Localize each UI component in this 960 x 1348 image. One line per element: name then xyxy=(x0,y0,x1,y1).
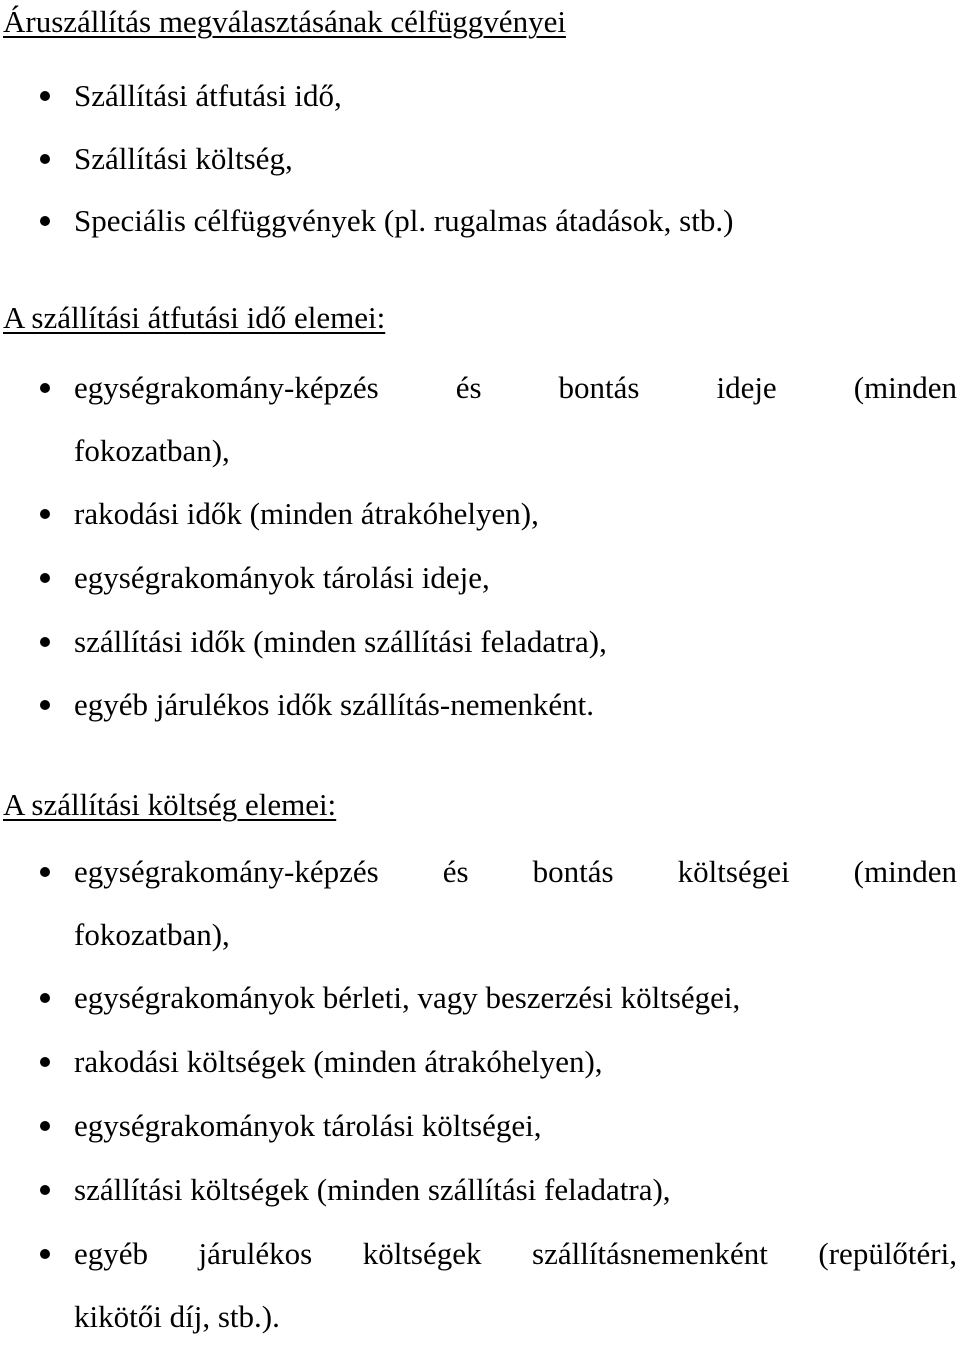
list-item-text: Szállítási átfutási idő, xyxy=(74,78,342,113)
list-item xyxy=(0,546,960,610)
list-item-text: szállítási költségek (minden szállítási feladatra), xyxy=(74,1172,671,1207)
list-item xyxy=(0,356,960,484)
list-item xyxy=(0,1158,960,1222)
bullet-icon xyxy=(40,867,50,877)
bullet-icon xyxy=(40,637,50,647)
section-heading-lead-time-elements: A szállítási átfutási idő elemei: xyxy=(3,300,386,335)
bullet-icon xyxy=(40,700,50,710)
list-item xyxy=(0,673,960,737)
list-item xyxy=(0,1030,960,1094)
list-item xyxy=(0,1222,960,1337)
list-item-text xyxy=(74,840,957,966)
list-item-text: egyéb járulékos idők szállítás-nemenként. xyxy=(74,687,594,722)
list-item xyxy=(0,127,960,191)
list-item-text: egységrakományok tárolási ideje, xyxy=(74,560,490,595)
list-item-text xyxy=(74,1222,957,1348)
list-item-text: rakodási idők (minden átrakóhelyen), xyxy=(74,496,539,531)
bullet-icon xyxy=(40,993,50,1003)
bullet-icon xyxy=(40,154,50,164)
list-item-text-line: egységrakomány-képzés és bontás költségei (minden xyxy=(74,854,957,889)
list-item-text: szállítási idők (minden szállítási feladatra), xyxy=(74,624,607,659)
list-item-text-line: egységrakomány-képzés és bontás ideje (minden xyxy=(74,370,957,405)
bullet-icon xyxy=(40,216,50,226)
section-heading-target-functions: Áruszállítás megválasztásának célfüggvényei xyxy=(3,4,566,39)
section-heading-cost-elements: A szállítási költség elemei: xyxy=(3,787,337,822)
bullet-icon xyxy=(40,573,50,583)
list-item-text: Szállítási költség, xyxy=(74,141,293,176)
bullet-icon xyxy=(40,91,50,101)
list-item-text: egységrakományok tárolási költségei, xyxy=(74,1108,542,1143)
bullet-icon xyxy=(40,1057,50,1067)
bullet-icon xyxy=(40,1121,50,1131)
list-item xyxy=(0,840,960,968)
bullet-icon xyxy=(40,1185,50,1195)
list-item-text-line: kikötői díj, stb.). xyxy=(74,1299,280,1334)
bullet-icon xyxy=(40,383,50,393)
bullet-icon xyxy=(40,1249,50,1259)
list-item xyxy=(0,1094,960,1158)
list-item-text-line: egyéb járulékos költségek szállításnemenként (repülőtéri, xyxy=(74,1236,957,1271)
list-item xyxy=(0,610,960,674)
list-item-text-line: fokozatban), xyxy=(74,917,230,952)
list-item-text: Speciális célfüggvények (pl. rugalmas átadások, stb.) xyxy=(74,203,734,238)
list-item-text: egységrakományok bérleti, vagy beszerzési költségei, xyxy=(74,980,741,1015)
list-item-text xyxy=(74,356,957,482)
list-item-text: rakodási költségek (minden átrakóhelyen), xyxy=(74,1044,603,1079)
bullet-icon xyxy=(40,509,50,519)
list-item xyxy=(0,966,960,1030)
list-item xyxy=(0,64,960,128)
list-item xyxy=(0,189,960,253)
list-item-text-line: fokozatban), xyxy=(74,433,230,468)
list-item xyxy=(0,482,960,546)
